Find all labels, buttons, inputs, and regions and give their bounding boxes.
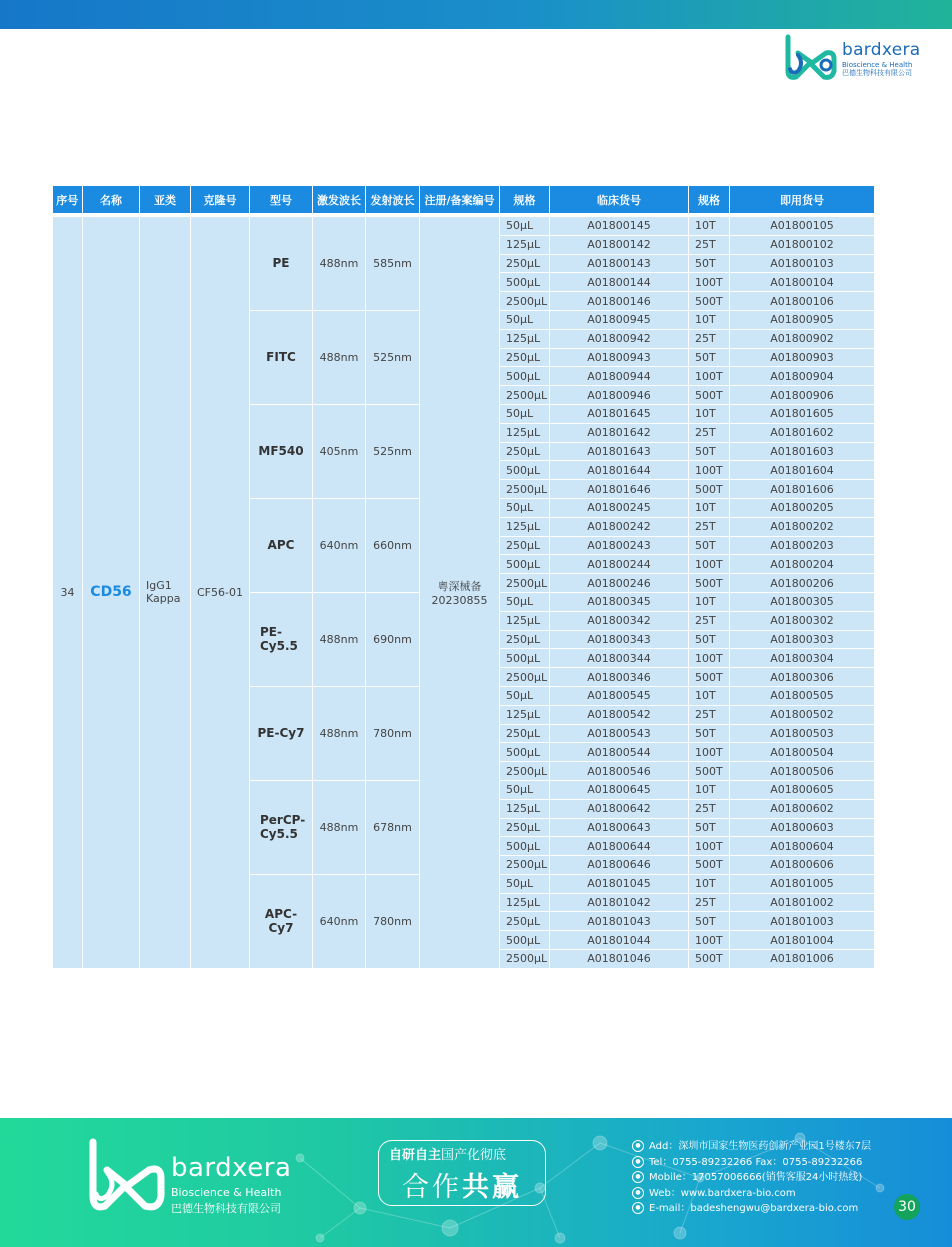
- clinical-no-cell: A01801643: [550, 442, 689, 461]
- ready-no-cell: A01800206: [730, 574, 875, 593]
- slogan-line-1: 自研自主国产化彻底: [389, 1148, 507, 1163]
- ready-no-cell: A01801005: [730, 874, 875, 893]
- spec-cell: 500μL: [500, 837, 550, 856]
- ready-no-cell: A01800105: [730, 217, 875, 236]
- clinical-no-cell: A01800942: [550, 329, 689, 348]
- clinical-no-cell: A01801043: [550, 912, 689, 931]
- header-registration: 注册/备案编号: [420, 186, 500, 213]
- ready-no-cell: A01800905: [730, 310, 875, 329]
- clinical-no-cell: A01801646: [550, 480, 689, 499]
- format-cell: PE-Cy7: [250, 686, 313, 780]
- spec2-cell: 100T: [689, 649, 730, 668]
- clinical-no-cell: A01800346: [550, 668, 689, 687]
- top-banner: [0, 0, 952, 29]
- product-spec-table: [52, 186, 875, 969]
- spec2-cell: 50T: [689, 348, 730, 367]
- spec2-cell: 10T: [689, 780, 730, 799]
- clinical-no-cell: A01800946: [550, 386, 689, 405]
- footer-logo: [85, 1138, 295, 1228]
- ready-no-cell: A01800103: [730, 254, 875, 273]
- ready-no-cell: A01800102: [730, 235, 875, 254]
- spec2-cell: 100T: [689, 555, 730, 574]
- ready-no-cell: A01801002: [730, 893, 875, 912]
- spec2-cell: 100T: [689, 367, 730, 386]
- ready-no-cell: A01800203: [730, 536, 875, 555]
- spec2-cell: 500T: [689, 950, 730, 969]
- footer-brand-subtitle: Bioscience & Health: [171, 1186, 282, 1199]
- spec-cell: 500μL: [500, 273, 550, 292]
- spec-cell: 250μL: [500, 912, 550, 931]
- excitation-cell: 405nm: [313, 404, 366, 498]
- spec-cell: 500μL: [500, 743, 550, 762]
- spec2-cell: 50T: [689, 630, 730, 649]
- bardxera-logo-white-icon: [85, 1138, 169, 1218]
- spec2-cell: 500T: [689, 292, 730, 311]
- phone-icon: ●: [632, 1156, 644, 1168]
- clinical-no-cell: A01800146: [550, 292, 689, 311]
- spec-cell: 250μL: [500, 348, 550, 367]
- brand-company-cn: 巴德生物科技有限公司: [842, 69, 912, 77]
- excitation-cell: 640nm: [313, 498, 366, 592]
- clinical-no-cell: A01800345: [550, 592, 689, 611]
- header-spec: 规格: [500, 186, 550, 213]
- spec2-cell: 25T: [689, 423, 730, 442]
- emission-cell: 678nm: [366, 780, 420, 874]
- clinical-no-cell: A01800945: [550, 310, 689, 329]
- format-cell: PE: [250, 217, 313, 311]
- spec-cell: 125μL: [500, 517, 550, 536]
- subclass-cell: IgG1 Kappa: [140, 217, 191, 969]
- spec-cell: 250μL: [500, 254, 550, 273]
- spec-cell: 500μL: [500, 367, 550, 386]
- clinical-no-cell: A01800244: [550, 555, 689, 574]
- ready-no-cell: A01800904: [730, 367, 875, 386]
- footer: [0, 1118, 952, 1247]
- ready-no-cell: A01800205: [730, 498, 875, 517]
- spec-cell: 50μL: [500, 592, 550, 611]
- clinical-no-cell: A01800344: [550, 649, 689, 668]
- format-cell: PE-Cy5.5: [250, 592, 313, 686]
- slogan-line-2: 合作共赢: [402, 1172, 522, 1203]
- ready-no-cell: A01801605: [730, 404, 875, 423]
- ready-no-cell: A01800504: [730, 743, 875, 762]
- ready-no-cell: A01801602: [730, 423, 875, 442]
- spec-cell: 125μL: [500, 705, 550, 724]
- excitation-cell: 488nm: [313, 780, 366, 874]
- excitation-cell: 488nm: [313, 217, 366, 311]
- format-cell: MF540: [250, 404, 313, 498]
- spec2-cell: 25T: [689, 799, 730, 818]
- spec-cell: 500μL: [500, 555, 550, 574]
- excitation-cell: 488nm: [313, 686, 366, 780]
- registration-cell: 粤深械备 20230855: [420, 217, 500, 969]
- spec2-cell: 10T: [689, 404, 730, 423]
- ready-no-cell: A01800305: [730, 592, 875, 611]
- ready-no-cell: A01800306: [730, 668, 875, 687]
- spec2-cell: 10T: [689, 874, 730, 893]
- spec-cell: 50μL: [500, 780, 550, 799]
- emission-cell: 585nm: [366, 217, 420, 311]
- spec2-cell: 100T: [689, 837, 730, 856]
- excitation-cell: 488nm: [313, 310, 366, 404]
- clinical-no-cell: A01801042: [550, 893, 689, 912]
- spec-cell: 125μL: [500, 329, 550, 348]
- spec2-cell: 500T: [689, 668, 730, 687]
- clinical-no-cell: A01800246: [550, 574, 689, 593]
- ready-no-cell: A01800106: [730, 292, 875, 311]
- clinical-no-cell: A01800145: [550, 217, 689, 236]
- ready-no-cell: A01800606: [730, 856, 875, 875]
- spec2-cell: 500T: [689, 480, 730, 499]
- clinical-no-cell: A01800646: [550, 856, 689, 875]
- spec-cell: 50μL: [500, 217, 550, 236]
- clinical-no-cell: A01801645: [550, 404, 689, 423]
- contact-info: [632, 1139, 871, 1217]
- spec2-cell: 25T: [689, 517, 730, 536]
- spec2-cell: 10T: [689, 310, 730, 329]
- clinical-no-cell: A01800343: [550, 630, 689, 649]
- spec2-cell: 100T: [689, 273, 730, 292]
- spec-cell: 2500μL: [500, 292, 550, 311]
- clinical-no-cell: A01801045: [550, 874, 689, 893]
- spec2-cell: 25T: [689, 235, 730, 254]
- header-name: 名称: [83, 186, 140, 213]
- spec2-cell: 100T: [689, 931, 730, 950]
- clinical-no-cell: A01800143: [550, 254, 689, 273]
- emission-cell: 525nm: [366, 310, 420, 404]
- clinical-no-cell: A01801046: [550, 950, 689, 969]
- spec2-cell: 100T: [689, 461, 730, 480]
- contact-row: ● E-mail：badeshengwu@bardxera-bio.com: [632, 1201, 871, 1217]
- spec2-cell: 25T: [689, 893, 730, 912]
- spec-cell: 50μL: [500, 498, 550, 517]
- clinical-no-cell: A01800142: [550, 235, 689, 254]
- clone-cell: CF56-01: [191, 217, 250, 969]
- spec2-cell: 500T: [689, 386, 730, 405]
- clinical-no-cell: A01800943: [550, 348, 689, 367]
- spec-cell: 2500μL: [500, 386, 550, 405]
- format-cell: FITC: [250, 310, 313, 404]
- spec-cell: 50μL: [500, 686, 550, 705]
- spec-cell: 2500μL: [500, 668, 550, 687]
- emission-cell: 525nm: [366, 404, 420, 498]
- ready-no-cell: A01800202: [730, 517, 875, 536]
- location-icon: ●: [632, 1140, 644, 1152]
- ready-no-cell: A01800302: [730, 611, 875, 630]
- header-format: 型号: [250, 186, 313, 213]
- ready-no-cell: A01800505: [730, 686, 875, 705]
- clinical-no-cell: A01800144: [550, 273, 689, 292]
- clinical-no-cell: A01800645: [550, 780, 689, 799]
- header-clinical-no: 临床货号: [550, 186, 689, 213]
- ready-no-cell: A01800605: [730, 780, 875, 799]
- spec-cell: 2500μL: [500, 762, 550, 781]
- header-serial: 序号: [53, 186, 83, 213]
- ready-no-cell: A01800506: [730, 762, 875, 781]
- ready-no-cell: A01801606: [730, 480, 875, 499]
- spec-cell: 250μL: [500, 630, 550, 649]
- web-icon: ●: [632, 1187, 644, 1199]
- header-spec-2: 规格: [689, 186, 730, 213]
- header-ready-no: 即用货号: [730, 186, 875, 213]
- ready-no-cell: A01800902: [730, 329, 875, 348]
- spec-cell: 125μL: [500, 893, 550, 912]
- emission-cell: 660nm: [366, 498, 420, 592]
- footer-brand-name: bardxera: [171, 1153, 292, 1183]
- clinical-no-cell: A01800546: [550, 762, 689, 781]
- spec-cell: 250μL: [500, 536, 550, 555]
- spec-cell: 2500μL: [500, 856, 550, 875]
- ready-no-cell: A01800304: [730, 649, 875, 668]
- clinical-no-cell: A01800643: [550, 818, 689, 837]
- mobile-icon: ●: [632, 1171, 644, 1183]
- spec2-cell: 10T: [689, 686, 730, 705]
- clinical-no-cell: A01801044: [550, 931, 689, 950]
- spec-cell: 250μL: [500, 724, 550, 743]
- ready-no-cell: A01800903: [730, 348, 875, 367]
- spec2-cell: 50T: [689, 818, 730, 837]
- ready-no-cell: A01800502: [730, 705, 875, 724]
- spec-cell: 2500μL: [500, 574, 550, 593]
- clinical-no-cell: A01800644: [550, 837, 689, 856]
- spec-cell: 250μL: [500, 818, 550, 837]
- spec-cell: 125μL: [500, 235, 550, 254]
- clinical-no-cell: A01800542: [550, 705, 689, 724]
- serial-cell: 34: [53, 217, 83, 969]
- clinical-no-cell: A01800545: [550, 686, 689, 705]
- table-row: [53, 217, 875, 236]
- ready-no-cell: A01800602: [730, 799, 875, 818]
- spec-cell: 2500μL: [500, 950, 550, 969]
- spec-cell: 500μL: [500, 461, 550, 480]
- spec2-cell: 50T: [689, 442, 730, 461]
- spec2-cell: 100T: [689, 743, 730, 762]
- clinical-no-cell: A01800544: [550, 743, 689, 762]
- contact-row: ● Add：深圳市国家生物医药创新产业园1号楼东7层: [632, 1139, 871, 1155]
- clinical-no-cell: A01800245: [550, 498, 689, 517]
- table-body: [53, 217, 875, 969]
- spec2-cell: 50T: [689, 536, 730, 555]
- header-excitation: 激发波长: [313, 186, 366, 213]
- contact-row: ● Web：www.bardxera-bio.com: [632, 1186, 871, 1202]
- header-clone: 克隆号: [191, 186, 250, 213]
- clinical-no-cell: A01800342: [550, 611, 689, 630]
- ready-no-cell: A01801604: [730, 461, 875, 480]
- ready-no-cell: A01800503: [730, 724, 875, 743]
- spec-cell: 50μL: [500, 404, 550, 423]
- spec-cell: 500μL: [500, 649, 550, 668]
- header-subclass: 亚类: [140, 186, 191, 213]
- spec2-cell: 10T: [689, 217, 730, 236]
- page-number: 30: [894, 1194, 920, 1220]
- spec2-cell: 500T: [689, 856, 730, 875]
- emission-cell: 690nm: [366, 592, 420, 686]
- spec2-cell: 25T: [689, 611, 730, 630]
- ready-no-cell: A01801003: [730, 912, 875, 931]
- spec2-cell: 10T: [689, 592, 730, 611]
- slogan-box: [378, 1140, 546, 1206]
- clinical-no-cell: A01800243: [550, 536, 689, 555]
- spec2-cell: 50T: [689, 254, 730, 273]
- clinical-no-cell: A01800642: [550, 799, 689, 818]
- spec-cell: 2500μL: [500, 480, 550, 499]
- bardxera-logo-icon: [782, 33, 840, 83]
- spec-cell: 125μL: [500, 423, 550, 442]
- ready-no-cell: A01801603: [730, 442, 875, 461]
- ready-no-cell: A01800104: [730, 273, 875, 292]
- ready-no-cell: A01800204: [730, 555, 875, 574]
- footer-brand-company-cn: 巴德生物科技有限公司: [171, 1202, 281, 1215]
- clinical-no-cell: A01800944: [550, 367, 689, 386]
- emission-cell: 780nm: [366, 686, 420, 780]
- table-header-row: [53, 186, 875, 213]
- spec-cell: 250μL: [500, 442, 550, 461]
- format-cell: APC-Cy7: [250, 874, 313, 968]
- product-name-cell: CD56: [83, 217, 140, 969]
- excitation-cell: 488nm: [313, 592, 366, 686]
- spec2-cell: 500T: [689, 762, 730, 781]
- spec-cell: 125μL: [500, 611, 550, 630]
- format-cell: PerCP-Cy5.5: [250, 780, 313, 874]
- emission-cell: 780nm: [366, 874, 420, 968]
- spec-cell: 50μL: [500, 874, 550, 893]
- spec2-cell: 10T: [689, 498, 730, 517]
- clinical-no-cell: A01801642: [550, 423, 689, 442]
- clinical-no-cell: A01800242: [550, 517, 689, 536]
- ready-no-cell: A01800906: [730, 386, 875, 405]
- header-emission: 发射波长: [366, 186, 420, 213]
- ready-no-cell: A01800604: [730, 837, 875, 856]
- brand-logo: [782, 33, 922, 83]
- contact-row: ● Mobile：17057006666(销售客服24小时热线): [632, 1170, 871, 1186]
- ready-no-cell: A01800603: [730, 818, 875, 837]
- excitation-cell: 640nm: [313, 874, 366, 968]
- spec2-cell: 500T: [689, 574, 730, 593]
- clinical-no-cell: A01801644: [550, 461, 689, 480]
- email-icon: ●: [632, 1202, 644, 1214]
- ready-no-cell: A01801004: [730, 931, 875, 950]
- contact-row: ● Tel：0755-89232266 Fax：0755-89232266: [632, 1155, 871, 1171]
- spec-cell: 50μL: [500, 310, 550, 329]
- brand-name: bardxera: [842, 40, 921, 60]
- spec-cell: 500μL: [500, 931, 550, 950]
- spec2-cell: 25T: [689, 705, 730, 724]
- spec-cell: 125μL: [500, 799, 550, 818]
- spec2-cell: 50T: [689, 912, 730, 931]
- ready-no-cell: A01801006: [730, 950, 875, 969]
- spec2-cell: 25T: [689, 329, 730, 348]
- format-cell: APC: [250, 498, 313, 592]
- clinical-no-cell: A01800543: [550, 724, 689, 743]
- ready-no-cell: A01800303: [730, 630, 875, 649]
- spec2-cell: 50T: [689, 724, 730, 743]
- brand-subtitle: Bioscience & Health: [842, 61, 913, 69]
